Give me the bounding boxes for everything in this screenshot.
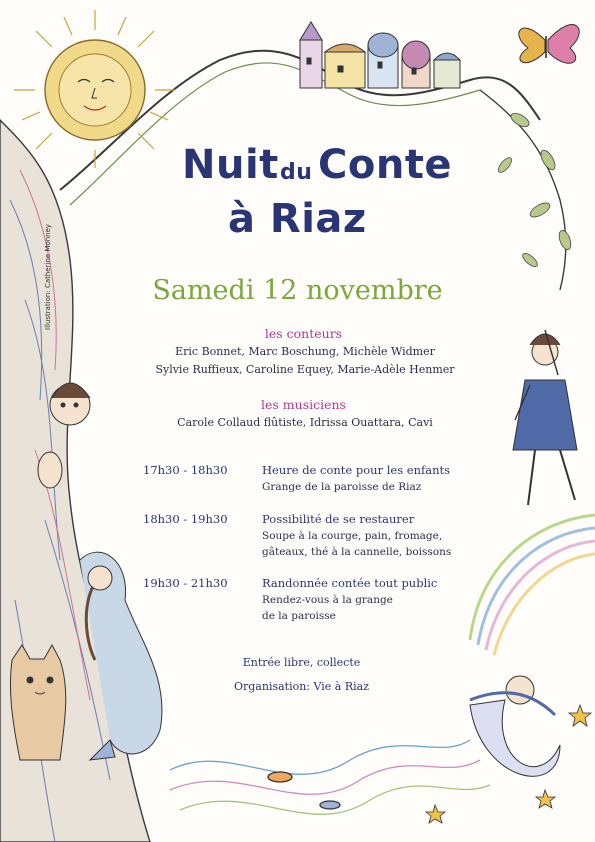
schedule-time: 19h30 - 21h30	[143, 576, 228, 590]
schedule-title: Randonnée contée tout public	[262, 576, 438, 590]
rainbow-illustration	[470, 515, 595, 655]
schedule-detail: Soupe à la courge, pain, fromage,	[262, 530, 443, 542]
schedule-detail: Grange de la paroisse de Riaz	[262, 481, 422, 493]
musiciens-names: Carole Collaud flûtiste, Idrissa Ouattara, Cavi	[177, 416, 433, 429]
title-du: du	[280, 160, 313, 185]
musiciens-heading: les musiciens	[261, 397, 346, 412]
organisation-info: Organisation: Vie à Riaz	[233, 680, 369, 693]
title-riaz: à Riaz	[228, 196, 367, 242]
conteurs-heading: les conteurs	[264, 326, 343, 341]
schedule-detail: gâteaux, thé à la cannelle, boissons	[262, 546, 452, 558]
conteurs-names-line-2: Sylvie Ruffieux, Caroline Equey, Marie-Adèle Henmer	[155, 363, 455, 376]
butterfly-illustration	[519, 25, 579, 64]
entry-info: Entrée libre, collecte	[242, 656, 361, 669]
village-illustration	[300, 22, 460, 88]
title-nuit: Nuit	[182, 142, 279, 188]
schedule-detail: Rendez-vous à la grange	[262, 594, 393, 606]
schedule-title: Heure de conte pour les enfants	[262, 463, 451, 477]
event-date: Samedi 12 novembre	[152, 275, 443, 306]
schedule-detail: de la paroisse	[262, 610, 336, 622]
schedule-time: 17h30 - 18h30	[143, 463, 228, 477]
schedule-title: Possibilité de se restaurer	[262, 512, 415, 526]
illustration-credit: Illustration: Catherine Monney	[44, 223, 52, 330]
river-illustration	[170, 740, 490, 814]
schedule-time: 18h30 - 19h30	[143, 512, 228, 526]
title-conte: Conte	[318, 142, 453, 188]
sun-illustration	[14, 10, 175, 168]
conteurs-names-line-1: Eric Bonnet, Marc Boschung, Michèle Widmer	[175, 345, 435, 358]
